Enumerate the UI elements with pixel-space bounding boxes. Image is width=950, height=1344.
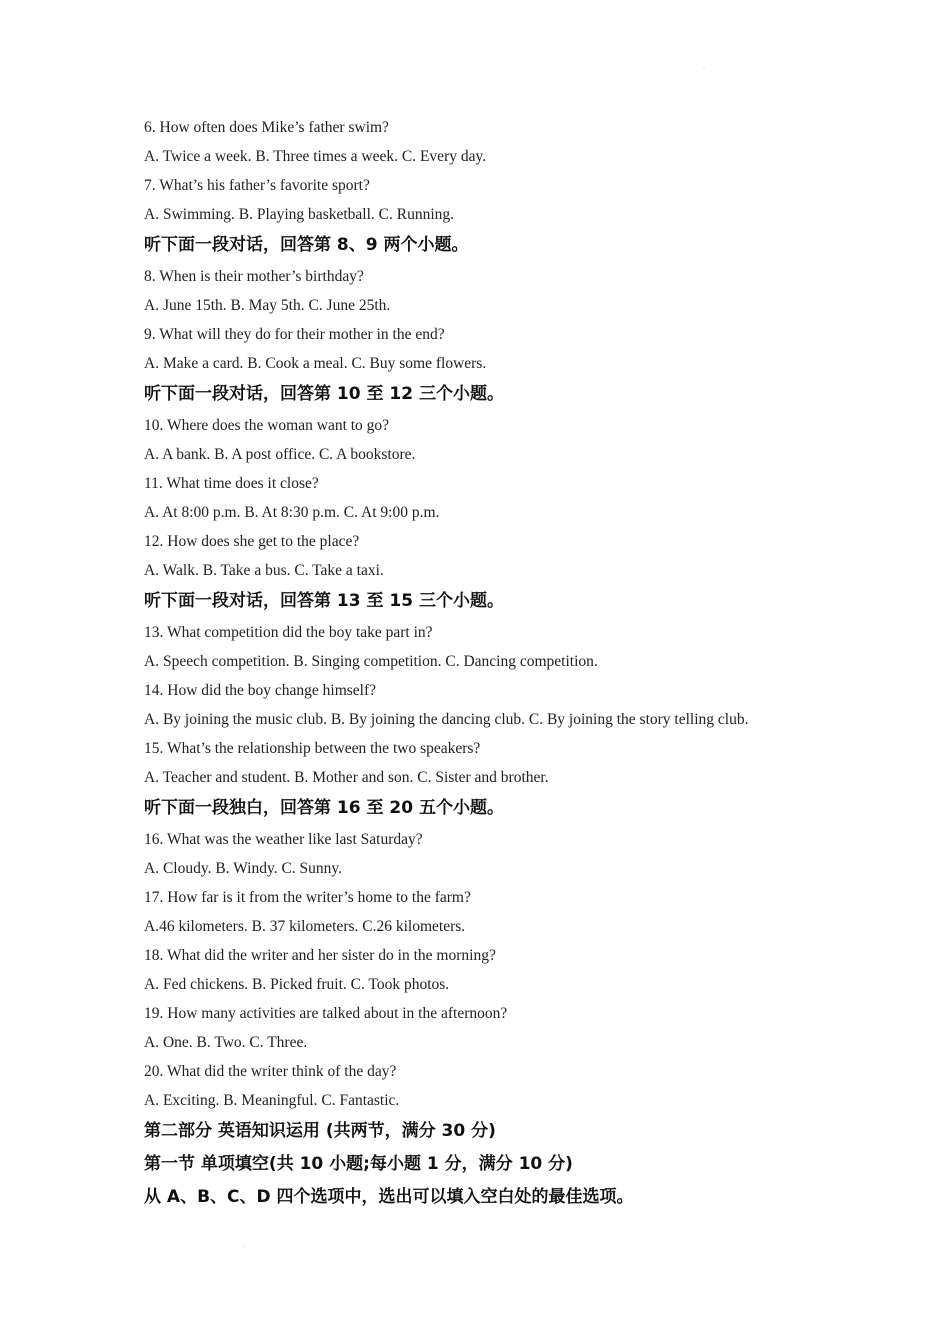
- answer-options: A. Twice a week. B. Three times a week. C. Every day.: [144, 148, 487, 165]
- question-text: 9. What will they do for their mother in the end?: [144, 326, 445, 343]
- answer-options: A. A bank. B. A post office. C. A bookstore.: [144, 446, 416, 463]
- question-text: 8. When is their mother’s birthday?: [144, 268, 364, 285]
- section-heading: 从 A、B、C、D 四个选项中，选出可以填入空白处的最佳选项。: [144, 1187, 634, 1207]
- answer-options: A. Teacher and student. B. Mother and son. C. Sister and brother.: [144, 769, 549, 786]
- section-heading: 第一节 单项填空(共 10 小题;每小题 1 分，满分 10 分): [144, 1154, 573, 1174]
- answer-options: A. Cloudy. B. Windy. C. Sunny.: [144, 860, 343, 877]
- question-text: 15. What’s the relationship between the two speakers?: [144, 740, 481, 757]
- answer-options: A. One. B. Two. C. Three.: [144, 1034, 308, 1051]
- question-text: 19. How many activities are talked about in the afternoon?: [144, 1005, 508, 1022]
- answer-options: A. Speech competition. B. Singing competition. C. Dancing competition.: [144, 653, 598, 670]
- question-text: 11. What time does it close?: [144, 475, 319, 492]
- answer-options: A. Make a card. B. Cook a meal. C. Buy some flowers.: [144, 355, 487, 372]
- question-text: 7. What’s his father’s favorite sport?: [144, 177, 370, 194]
- question-text: 13. What competition did the boy take part in?: [144, 624, 433, 641]
- section-heading: 第二部分 英语知识运用 (共两节，满分 30 分): [144, 1121, 496, 1141]
- question-text: 6. How often does Mike’s father swim?: [144, 119, 389, 136]
- section-heading: 听下面一段对话，回答第 10 至 12 三个小题。: [144, 384, 504, 404]
- section-heading: 听下面一段对话，回答第 8、9 两个小题。: [144, 235, 469, 255]
- corner-mark-bottom: ·: [244, 1244, 246, 1250]
- corner-mark-top: ·: [703, 66, 705, 72]
- question-text: 14. How did the boy change himself?: [144, 682, 377, 699]
- section-heading: 听下面一段独白，回答第 16 至 20 五个小题。: [144, 798, 504, 818]
- answer-options: A. Swimming. B. Playing basketball. C. Running.: [144, 206, 455, 223]
- exam-page-content: [144, 113, 924, 1214]
- answer-options: A. At 8:00 p.m. B. At 8:30 p.m. C. At 9:00 p.m.: [144, 504, 440, 521]
- question-text: 16. What was the weather like last Saturday?: [144, 831, 423, 848]
- question-text: 20. What did the writer think of the day?: [144, 1063, 397, 1080]
- answer-options: A. June 15th. B. May 5th. C. June 25th.: [144, 297, 391, 314]
- answer-options: A. By joining the music club. B. By joining the dancing club. C. By joining the story telling club.: [144, 711, 749, 728]
- question-text: 17. How far is it from the writer’s home to the farm?: [144, 889, 471, 906]
- answer-options: A.46 kilometers. B. 37 kilometers. C.26 kilometers.: [144, 918, 466, 935]
- section-heading: 听下面一段对话，回答第 13 至 15 三个小题。: [144, 591, 504, 611]
- answer-options: A. Exciting. B. Meaningful. C. Fantastic.: [144, 1092, 400, 1109]
- question-text: 18. What did the writer and her sister do in the morning?: [144, 947, 496, 964]
- answer-options: A. Fed chickens. B. Picked fruit. C. Took photos.: [144, 976, 450, 993]
- question-text: 12. How does she get to the place?: [144, 533, 360, 550]
- question-text: 10. Where does the woman want to go?: [144, 417, 390, 434]
- answer-options: A. Walk. B. Take a bus. C. Take a taxi.: [144, 562, 384, 579]
